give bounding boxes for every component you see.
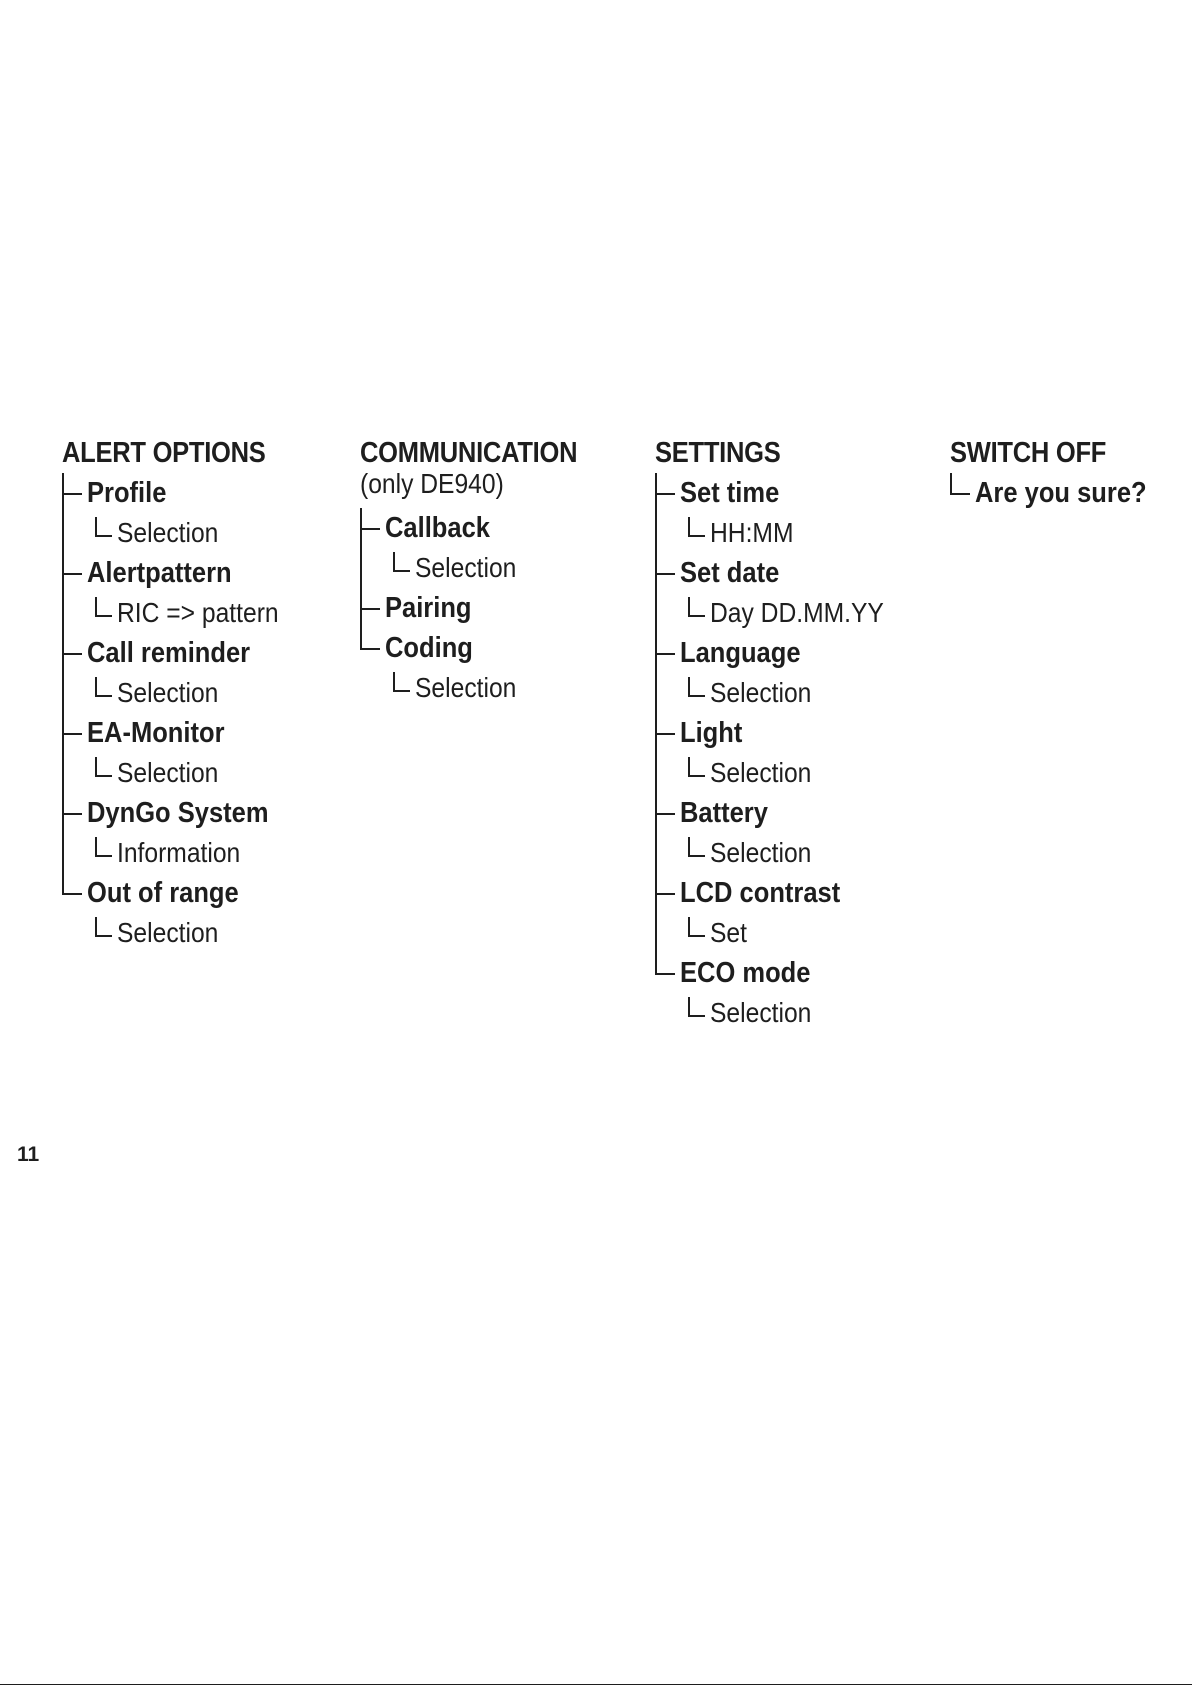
menu-node-profile bbox=[62, 473, 332, 553]
column-title: COMMUNICATION bbox=[360, 437, 578, 469]
menu-node-lcd-contrast bbox=[655, 873, 945, 953]
menu-node-alertpattern bbox=[62, 553, 332, 633]
submenu-item: Day DD.MM.YY bbox=[655, 593, 945, 633]
submenu-item: Selection bbox=[62, 673, 332, 713]
submenu-item: Selection bbox=[62, 513, 332, 553]
submenu-item: Selection bbox=[62, 913, 332, 953]
menu-node-callback bbox=[360, 508, 630, 588]
submenu-item: RIC => pattern bbox=[62, 593, 332, 633]
submenu-item: HH:MM bbox=[655, 513, 945, 553]
submenu-item: Set bbox=[655, 913, 945, 953]
menu-node-set-time bbox=[655, 473, 945, 553]
menu-node-battery bbox=[655, 793, 945, 873]
menu-item-pairing: Pairing bbox=[360, 588, 630, 628]
menu-node-ea-monitor bbox=[62, 713, 332, 793]
menu-item-coding: Coding bbox=[360, 628, 630, 668]
column-title: ALERT OPTIONS bbox=[62, 437, 266, 469]
menu-tree bbox=[950, 473, 1190, 513]
menu-tree bbox=[655, 473, 945, 1033]
submenu-item: Selection bbox=[62, 753, 332, 793]
menu-item-dyngo-system: DynGo System bbox=[62, 793, 332, 833]
menu-item-language: Language bbox=[655, 633, 945, 673]
column-switch-off bbox=[950, 433, 1190, 513]
menu-item-alertpattern: Alertpattern bbox=[62, 553, 332, 593]
submenu-item: Selection bbox=[655, 753, 945, 793]
submenu-item: Selection bbox=[360, 668, 630, 708]
menu-node-pairing bbox=[360, 588, 630, 628]
submenu-item: Selection bbox=[655, 993, 945, 1033]
menu-item-set-time: Set time bbox=[655, 473, 945, 513]
column-title: SWITCH OFF bbox=[950, 437, 1107, 469]
menu-node-set-date bbox=[655, 553, 945, 633]
menu-item-callback: Callback bbox=[360, 508, 630, 548]
menu-node-dyngo-system bbox=[62, 793, 332, 873]
submenu-item: Selection bbox=[655, 673, 945, 713]
submenu-item: Selection bbox=[655, 833, 945, 873]
submenu-item: Information bbox=[62, 833, 332, 873]
column-alert-options bbox=[62, 433, 332, 953]
menu-item-ea-monitor: EA-Monitor bbox=[62, 713, 332, 753]
menu-item-eco-mode: ECO mode bbox=[655, 953, 945, 993]
menu-item-are-you-sure: Are you sure? bbox=[950, 473, 1190, 513]
column-title: SETTINGS bbox=[655, 437, 781, 469]
page-number: 11 bbox=[17, 1143, 40, 1166]
menu-item-profile: Profile bbox=[62, 473, 332, 513]
menu-node-coding bbox=[360, 628, 630, 708]
menu-tree bbox=[360, 508, 630, 708]
menu-node-out-of-range bbox=[62, 873, 332, 953]
menu-node-call-reminder bbox=[62, 633, 332, 713]
menu-item-battery: Battery bbox=[655, 793, 945, 833]
submenu-item: Selection bbox=[360, 548, 630, 588]
column-communication bbox=[360, 433, 630, 708]
menu-node-eco-mode bbox=[655, 953, 945, 1033]
menu-node-light bbox=[655, 713, 945, 793]
menu-item-set-date: Set date bbox=[655, 553, 945, 593]
menu-item-call-reminder: Call reminder bbox=[62, 633, 332, 673]
menu-item-light: Light bbox=[655, 713, 945, 753]
menu-item-out-of-range: Out of range bbox=[62, 873, 332, 913]
menu-node-language bbox=[655, 633, 945, 713]
column-subtitle: (only DE940) bbox=[360, 468, 504, 499]
menu-item-lcd-contrast: LCD contrast bbox=[655, 873, 945, 913]
menu-tree bbox=[62, 473, 332, 953]
menu-node-are-you-sure bbox=[950, 473, 1190, 513]
column-settings bbox=[655, 433, 945, 1033]
